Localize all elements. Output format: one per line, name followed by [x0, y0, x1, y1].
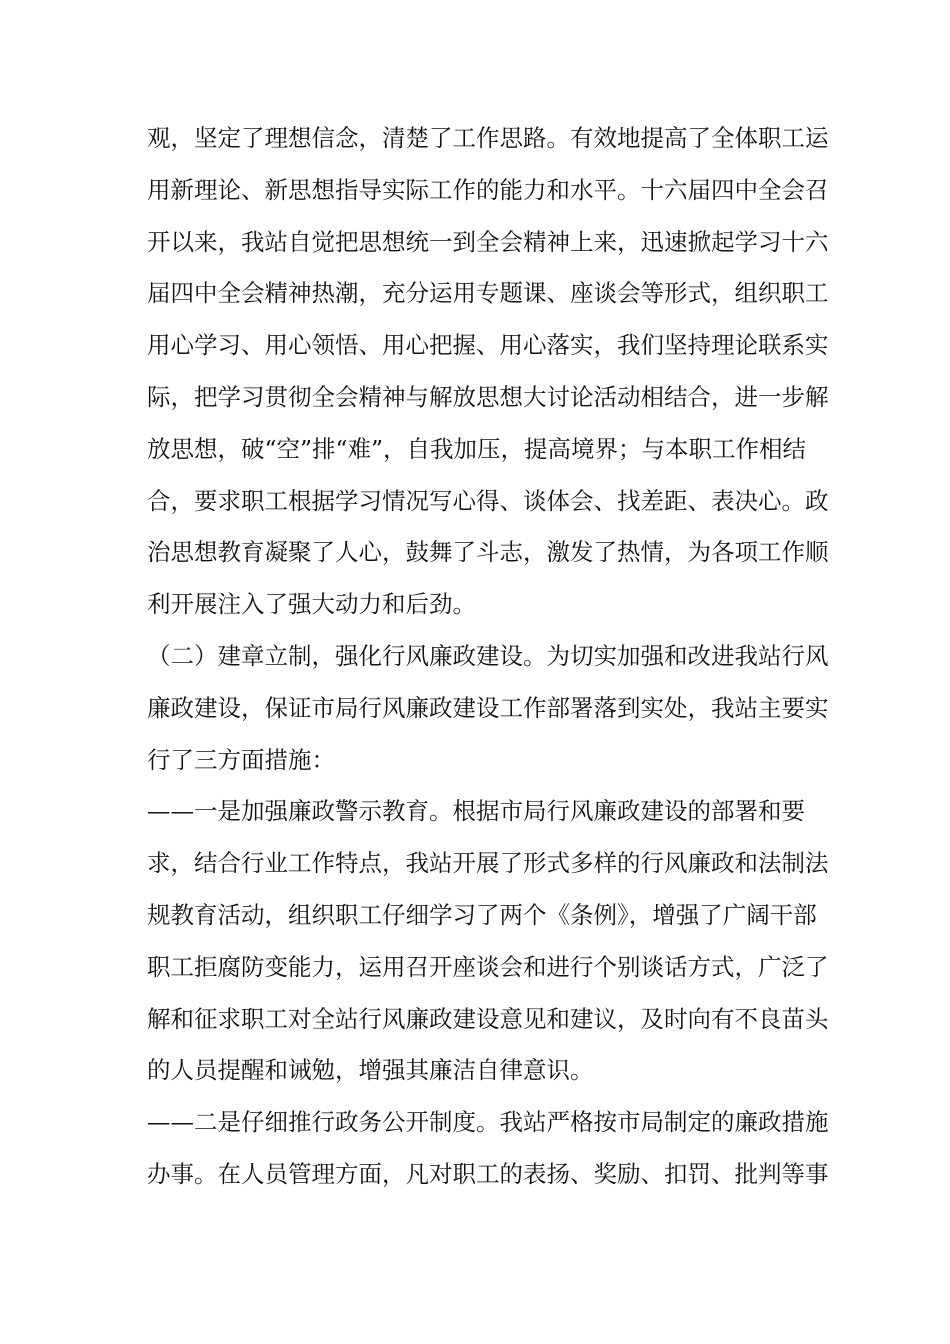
text-line: 求，结合行业工作特点，我站开展了形式多样的行风廉政和法制法 — [147, 849, 829, 878]
body-text — [147, 113, 829, 1201]
text-line: ——一是加强廉政警示教育。根据市局行风廉政建设的部署和要 — [147, 797, 805, 826]
text-line: ——二是仔细推行政务公开制度。我站严格按市局制定的廉政措施 — [147, 1108, 829, 1137]
text-line: 届四中全会精神热潮，充分运用专题课、座谈会等形式，组织职工 — [147, 279, 829, 308]
text-line: 用心学习、用心领悟、用心把握、用心落实，我们坚持理论联系实 — [147, 331, 829, 360]
text-line: 规教育活动，组织职工仔细学习了两个《条例》，增强了广阔干部 — [147, 900, 817, 929]
text-line: 合，要求职工根据学习情况写心得、谈体会、找差距、表决心。政 — [147, 486, 829, 515]
text-line: 职工拒腐防变能力，运用召开座谈会和进行个别谈话方式，广泛了 — [147, 952, 829, 981]
text-line: 观，坚定了理想信念，清楚了工作思路。有效地提高了全体职工运 — [147, 124, 829, 152]
section-heading-line: （二）建章立制，强化行风廉政建设。为切实加强和改进我站行风 — [147, 641, 829, 670]
text-line: 行了三方面措施： — [147, 745, 335, 774]
text-line: 廉政建设，保证市局行风廉政建设工作部署落到实处，我站主要实 — [147, 693, 829, 722]
text-line: 用新理论、新思想指导实际工作的能力和水平。十六届四中全会召 — [147, 175, 829, 204]
text-line: 治思想教育凝聚了人心，鼓舞了斗志，激发了热情，为各项工作顺 — [147, 538, 829, 567]
text-line: 际，把学习贯彻全会精神与解放思想大讨论活动相结合，进一步解 — [147, 382, 829, 411]
text-line: 放思想，破“空”排“难”，自我加压，提高境界；与本职工作相结 — [147, 434, 807, 463]
text-line: 的人员提醒和诫勉，增强其廉洁自律意识。 — [147, 1056, 594, 1085]
text-line: 开以来，我站自觉把思想统一到全会精神上来，迅速掀起学习十六 — [147, 227, 829, 256]
text-line: 办事。在人员管理方面，凡对职工的表扬、奖励、扣罚、批判等事 — [147, 1159, 829, 1188]
text-line: 解和征求职工对全站行风廉政建设意见和建议，及时向有不良苗头 — [147, 1004, 829, 1033]
text-line: 利开展注入了强大动力和后劲。 — [147, 590, 476, 619]
